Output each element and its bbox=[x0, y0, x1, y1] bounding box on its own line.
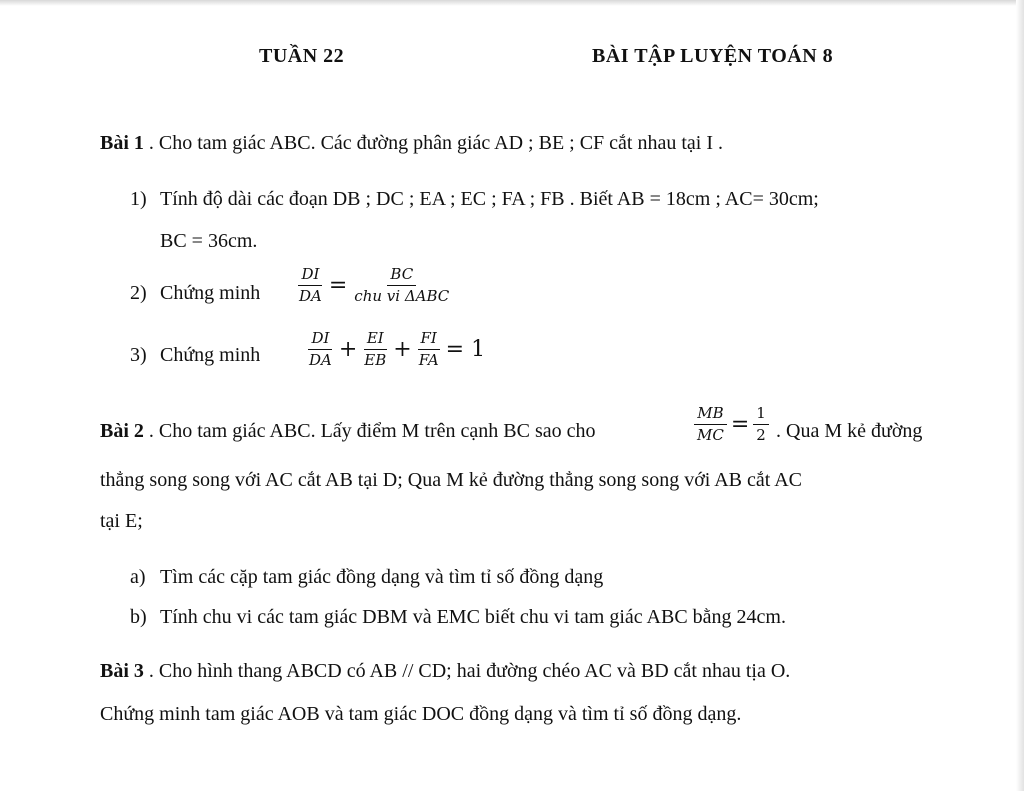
bai1-label: Bài 1 bbox=[100, 132, 144, 154]
bai2-ratio-formula bbox=[694, 405, 769, 445]
bai1-item2-formula bbox=[296, 266, 452, 306]
bai3-label: Bài 3 bbox=[100, 660, 144, 682]
bai3-text: . Cho hình thang ABCD có AB // CD; hai đường chéo AC và BD cắt nhau tịa O. bbox=[143, 660, 791, 682]
bai1-item3-number: 3) bbox=[130, 344, 147, 366]
bai1-item3-formula bbox=[306, 330, 489, 370]
page-right-shadow bbox=[1016, 0, 1024, 791]
bai2-item-a-number: a) bbox=[130, 566, 146, 588]
equals-one: = 1 bbox=[445, 337, 486, 363]
equals-sign: = bbox=[328, 273, 348, 299]
bai3-line2: Chứng minh tam giác AOB và tam giác DOC đồng dạng và tìm tỉ số đồng dạng. bbox=[100, 703, 742, 725]
plus-sign: + bbox=[393, 337, 412, 363]
bai3-line1 bbox=[100, 660, 790, 683]
bai1-item2-text: Chứng minh bbox=[160, 282, 261, 304]
bai1-item1-number: 1) bbox=[130, 188, 147, 210]
bai1-item1-line1: Tính độ dài các đoạn DB ; DC ; EA ; EC ; FA ; FB . Biết AB = 18cm ; AC= 30cm; bbox=[160, 188, 819, 210]
bai2-text-after: . Qua M kẻ đường bbox=[776, 420, 923, 442]
bai2-item-b-number: b) bbox=[130, 606, 147, 628]
fraction-ei-eb: $\frac{EI}{EB}$ bbox=[364, 329, 387, 370]
fraction-di-da: $\frac{DI}{DA}$ bbox=[309, 329, 332, 370]
bai1-item3-text: Chứng minh bbox=[160, 344, 261, 366]
bai1-text: . Cho tam giác ABC. Các đường phân giác AD ; BE ; CF cắt nhau tại I . bbox=[143, 132, 724, 154]
equals-sign: = bbox=[730, 412, 750, 438]
bai1-item1-line2: BC = 36cm. bbox=[160, 230, 258, 252]
bai1-intro bbox=[100, 132, 723, 155]
fraction-mb-mc: $\frac{MB}{MC}$ bbox=[694, 405, 727, 445]
week-heading: TUẦN 22 bbox=[259, 45, 345, 67]
fraction-one-half: $\frac{1}{2}$ bbox=[753, 405, 769, 445]
bai2-line1 bbox=[100, 420, 596, 443]
worksheet-title: BÀI TẬP LUYỆN TOÁN 8 bbox=[592, 45, 834, 67]
plus-sign: + bbox=[338, 337, 358, 363]
page-top-shadow bbox=[0, 0, 1024, 6]
bai2-label: Bài 2 bbox=[100, 420, 144, 442]
bai2-item-b-text: Tính chu vi các tam giác DBM và EMC biết chu vi tam giác ABC bằng 24cm. bbox=[160, 606, 786, 628]
bai2-text-before: . Cho tam giác ABC. Lấy điểm M trên cạnh BC sao cho bbox=[143, 420, 596, 442]
fraction-fi-fa: $\frac{FI}{FA}$ bbox=[418, 329, 439, 370]
fraction-bc-perimeter: $\frac{BC}{\text{chu vi ΔABC}}$ bbox=[354, 265, 450, 306]
bai2-item-a-text: Tìm các cặp tam giác đồng dạng và tìm tỉ số đồng dạng bbox=[160, 566, 604, 588]
fraction-di-da: $\frac{DI}{DA}$ bbox=[299, 265, 322, 306]
bai2-line3: tại E; bbox=[100, 510, 143, 532]
bai2-line2: thẳng song song với AC cắt AB tại D; Qua M kẻ đường thẳng song song với AB cắt AC bbox=[100, 469, 802, 491]
bai1-item2-number: 2) bbox=[130, 282, 147, 304]
